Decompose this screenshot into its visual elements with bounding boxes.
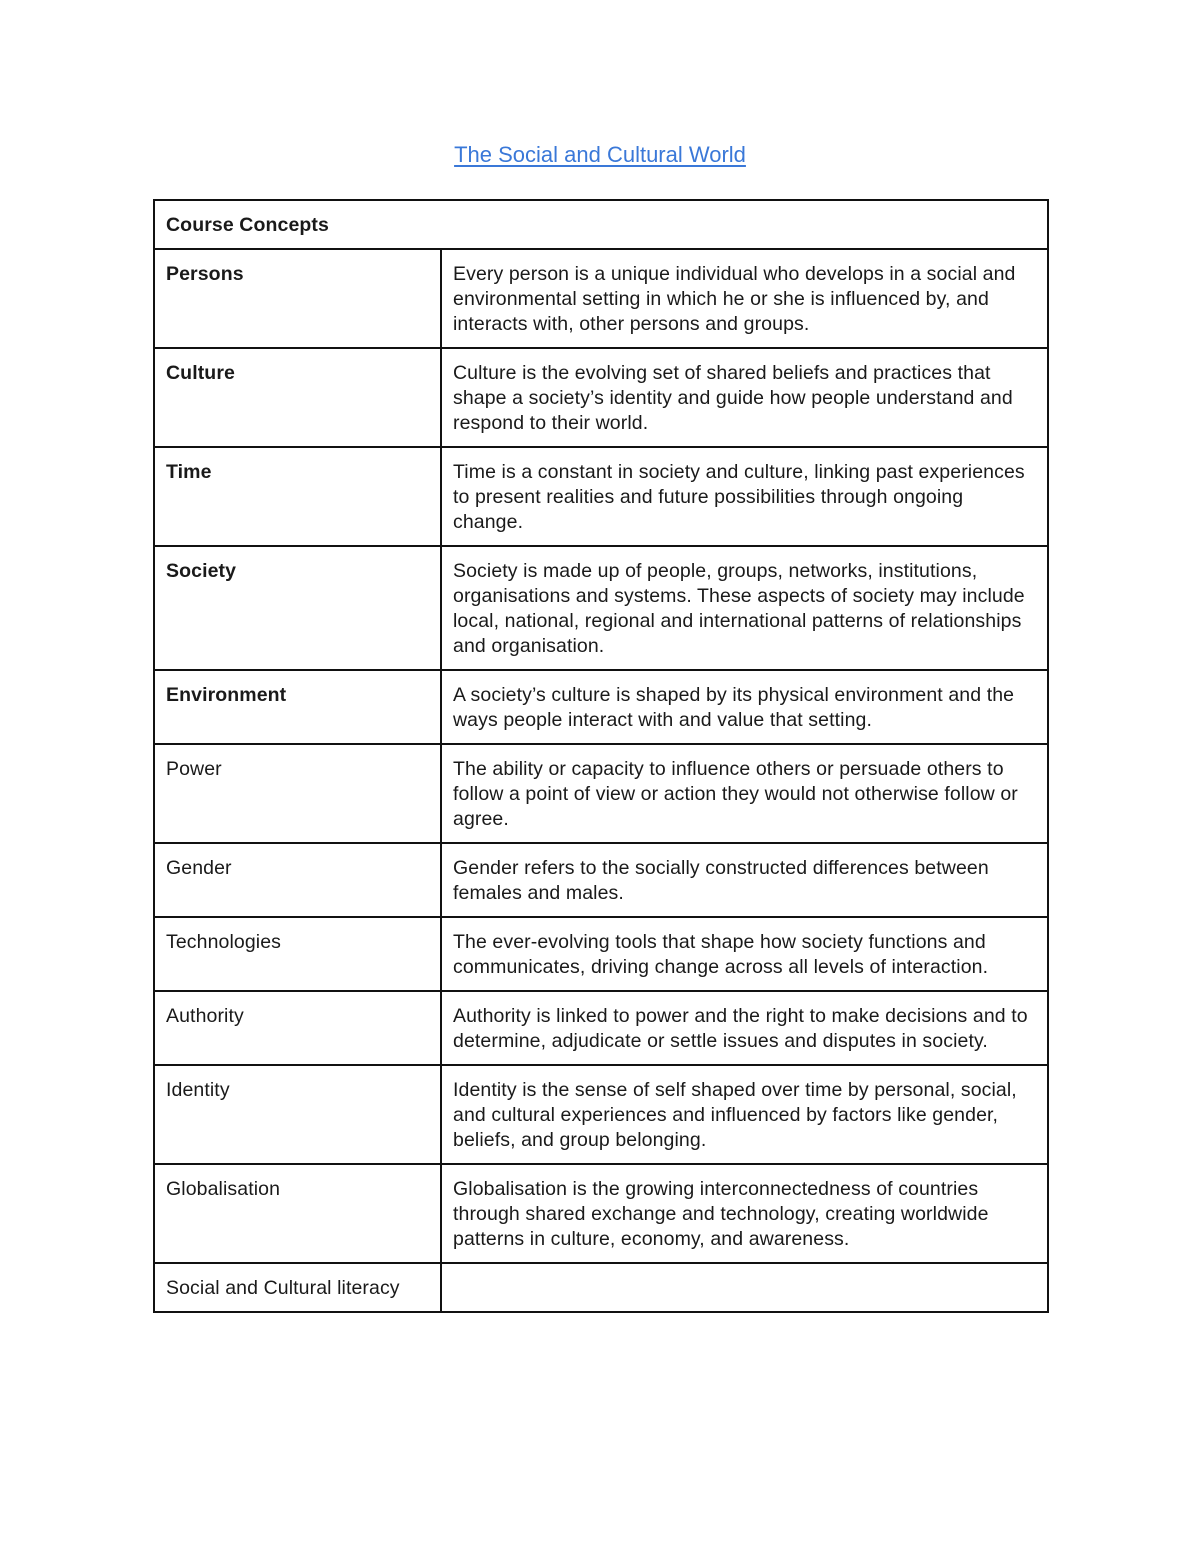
document-title: The Social and Cultural World — [454, 142, 746, 167]
table-row — [154, 1164, 1048, 1263]
concept-term: Time — [154, 447, 441, 546]
table-row — [154, 917, 1048, 991]
concept-term: Persons — [154, 249, 441, 348]
concept-term: Culture — [154, 348, 441, 447]
concept-definition: Every person is a unique individual who develops in a social and environmental setting in which he or she is influenced by, and interacts with, other persons and groups. — [441, 249, 1048, 348]
concept-term: Society — [154, 546, 441, 670]
table-row — [154, 546, 1048, 670]
concept-definition: The ability or capacity to influence others or persuade others to follow a point of view or action they would not otherwise follow or agree. — [441, 744, 1048, 843]
concept-definition: Globalisation is the growing interconnectedness of countries through shared exchange and technology, creating worldwide patterns in culture, economy, and awareness. — [441, 1164, 1048, 1263]
concept-definition: Authority is linked to power and the right to make decisions and to determine, adjudicate or settle issues and disputes in society. — [441, 991, 1048, 1065]
table-row — [154, 670, 1048, 744]
table-row — [154, 249, 1048, 348]
concept-definition: Society is made up of people, groups, networks, institutions, organisations and systems. These aspects of society may include local, national, regional and international patterns of relationships and organisation. — [441, 546, 1048, 670]
course-concepts-table — [153, 199, 1049, 1313]
concept-term: Authority — [154, 991, 441, 1065]
table-header-row — [154, 200, 1048, 249]
concept-definition: The ever-evolving tools that shape how society functions and communicates, driving change across all levels of interaction. — [441, 917, 1048, 991]
table-header-cell: Course Concepts — [154, 200, 1048, 249]
concept-definition: Gender refers to the socially constructed differences between females and males. — [441, 843, 1048, 917]
concept-term: Gender — [154, 843, 441, 917]
table-row — [154, 991, 1048, 1065]
table-row — [154, 348, 1048, 447]
concept-definition: Time is a constant in society and culture, linking past experiences to present realities and future possibilities through ongoing change. — [441, 447, 1048, 546]
concept-definition: Culture is the evolving set of shared beliefs and practices that shape a society’s identity and guide how people understand and respond to their world. — [441, 348, 1048, 447]
concept-definition: A society’s culture is shaped by its physical environment and the ways people interact with and value that setting. — [441, 670, 1048, 744]
concept-definition — [441, 1263, 1048, 1312]
concept-term: Identity — [154, 1065, 441, 1164]
concept-term: Technologies — [154, 917, 441, 991]
table-row — [154, 1065, 1048, 1164]
concept-definition: Identity is the sense of self shaped over time by personal, social, and cultural experiences and influenced by factors like gender, beliefs, and group belonging. — [441, 1065, 1048, 1164]
table-row — [154, 843, 1048, 917]
concept-term: Environment — [154, 670, 441, 744]
concept-term: Social and Cultural literacy — [154, 1263, 441, 1312]
concept-term: Globalisation — [154, 1164, 441, 1263]
table-body — [154, 200, 1048, 1312]
table-row — [154, 744, 1048, 843]
table-row — [154, 1263, 1048, 1312]
table-row — [154, 447, 1048, 546]
concept-term: Power — [154, 744, 441, 843]
